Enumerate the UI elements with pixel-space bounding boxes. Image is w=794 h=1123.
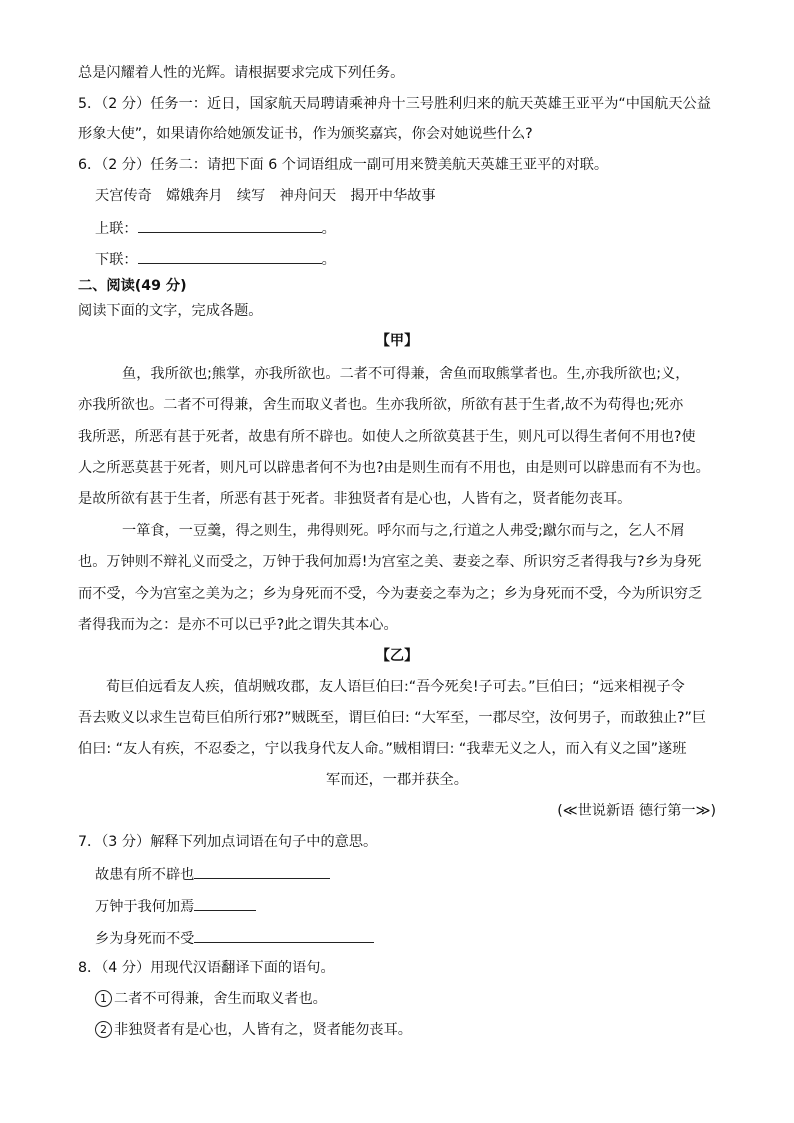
word-list: 天宫传奇 嫦娥奔月 续写 神舟问天 揭开中华故事 xyxy=(95,188,436,204)
lower-couplet-period: 。 xyxy=(321,252,336,268)
passage-jia-p2-line-4: 者得我而为之：是亦不可以已乎?此之谓失其本心。 xyxy=(78,617,398,633)
upper-couplet-label: 上联： xyxy=(95,221,138,237)
circled-number-1: 1 xyxy=(95,990,112,1007)
question-7-item-2-blank[interactable] xyxy=(194,896,256,911)
question-6: 6．（2 分）任务二：请把下面 6 个词语组成一副可用来赞美航天英雄王亚平的对联。 xyxy=(78,157,609,173)
reading-instruction: 阅读下面的文字，完成各题。 xyxy=(78,303,263,319)
passage-yi-line-3: 伯曰: “友人有疾，不忍委之，宁以我身代友人命。”贼相谓曰: “我辈无义之人，而入有义之国”遂班 xyxy=(78,741,687,757)
passage-jia-p1-line-5: 是故所欲有甚于生者，所恶有甚于死者。非独贤者有是心也，人皆有之，贤者能勿丧耳。 xyxy=(78,491,632,507)
question-7-item-1-text: 故患有所不辟也 xyxy=(95,867,195,883)
question-7-item-3 xyxy=(95,928,374,949)
lower-couplet-blank[interactable] xyxy=(138,249,322,264)
question-8-sentence-2-text: 非独贤者有是心也，人皆有之，贤者能勿丧耳。 xyxy=(114,1022,412,1038)
intro-tail: 总是闪耀着人性的光辉。请根据要求完成下列任务。 xyxy=(78,65,405,81)
question-7-item-1 xyxy=(95,864,330,885)
passage-jia-p1-line-3: 我所恶，所恶有甚于死者，故患有所不辟也。如使人之所欲莫甚于生，则凡可以得生者何不用也?使 xyxy=(78,429,696,445)
question-7-item-2 xyxy=(95,896,256,917)
upper-couplet-period: 。 xyxy=(321,221,336,237)
question-7-item-3-text: 乡为身死而不受 xyxy=(95,931,195,947)
passage-jia-p1-line-1: 鱼，我所欲也;熊掌，亦我所欲也。二者不可得兼，舍鱼而取熊掌者也。生,亦我所欲也;义， xyxy=(122,366,690,382)
upper-couplet-row xyxy=(95,218,336,239)
passage-yi-line-1: 荀巨伯远看友人疾，值胡贼攻郡，友人语巨伯曰:“吾今死矣!子可去。”巨伯曰；“远来相视子令 xyxy=(106,679,685,695)
lower-couplet-row xyxy=(95,249,336,270)
question-7-item-2-text: 万钟于我何加焉 xyxy=(95,899,195,915)
question-8-sentence-1-text: 二者不可得兼，舍生而取义者也。 xyxy=(114,991,327,1007)
question-7-item-1-blank[interactable] xyxy=(194,864,330,879)
question-8-sentence-1 xyxy=(95,989,327,1009)
passage-jia-p1-line-2: 亦我所欲也。二者不可得兼，舍生而取义者也。生亦我所欲，所欲有甚于生者,故不为苟得也;死亦 xyxy=(78,397,684,413)
question-8: 8．（4 分）用现代汉语翻译下面的语句。 xyxy=(78,960,335,976)
passage-yi-heading: 【乙】 xyxy=(375,648,419,664)
passage-jia-heading: 【甲】 xyxy=(375,333,419,349)
question-8-sentence-2 xyxy=(95,1020,412,1040)
passage-jia-p2-line-2: 也。万钟则不辩礼义而受之，万钟于我何加焉!为宫室之美、妻妾之奉、所识穷乏者得我与?乡为身死 xyxy=(78,554,702,570)
passage-yi-line-4: 军而还，一郡并获全。 xyxy=(326,772,468,788)
section-2-heading: 二、阅读(49 分) xyxy=(78,278,187,294)
passage-jia-p2-line-3: 而不受，今为宫室之美为之；乡为身死而不受，今为妻妾之奉为之；乡为身死而不受，今为所识穷乏 xyxy=(78,586,703,602)
question-7: 7．（3 分）解释下列加点词语在句子中的意思。 xyxy=(78,834,378,850)
passage-jia-p1-line-4: 人之所恶莫甚于死者，则凡可以辟患者何不为也?由是则生而有不用也，由是则可以辟患而有不为也。 xyxy=(78,460,710,476)
circled-number-2: 2 xyxy=(95,1021,112,1038)
lower-couplet-label: 下联： xyxy=(95,252,138,268)
question-5-line-2: 形象大使”，如果请你给她颁发证书，作为颁奖嘉宾，你会对她说些什么? xyxy=(78,126,533,142)
question-5-line-1: 5．（2 分）任务一：近日，国家航天局聘请乘神舟十三号胜利归来的航天英雄王亚平为“中国航天公益 xyxy=(78,96,711,112)
passage-jia-p2-line-1: 一箪食，一豆羹，得之则生，弗得则死。呼尔而与之,行道之人弗受;蹴尔而与之，乞人不屑 xyxy=(122,523,685,539)
passage-yi-line-2: 吾去败义以求生岂荀巨伯所行邪?”贼既至，谓巨伯曰: “大军至，一郡尽空，汝何男子，而敢独止?”巨 xyxy=(78,710,707,726)
question-7-item-3-blank[interactable] xyxy=(194,928,374,943)
passage-yi-source: (≪世说新语 德行第一≫) xyxy=(557,803,716,819)
upper-couplet-blank[interactable] xyxy=(138,218,322,233)
